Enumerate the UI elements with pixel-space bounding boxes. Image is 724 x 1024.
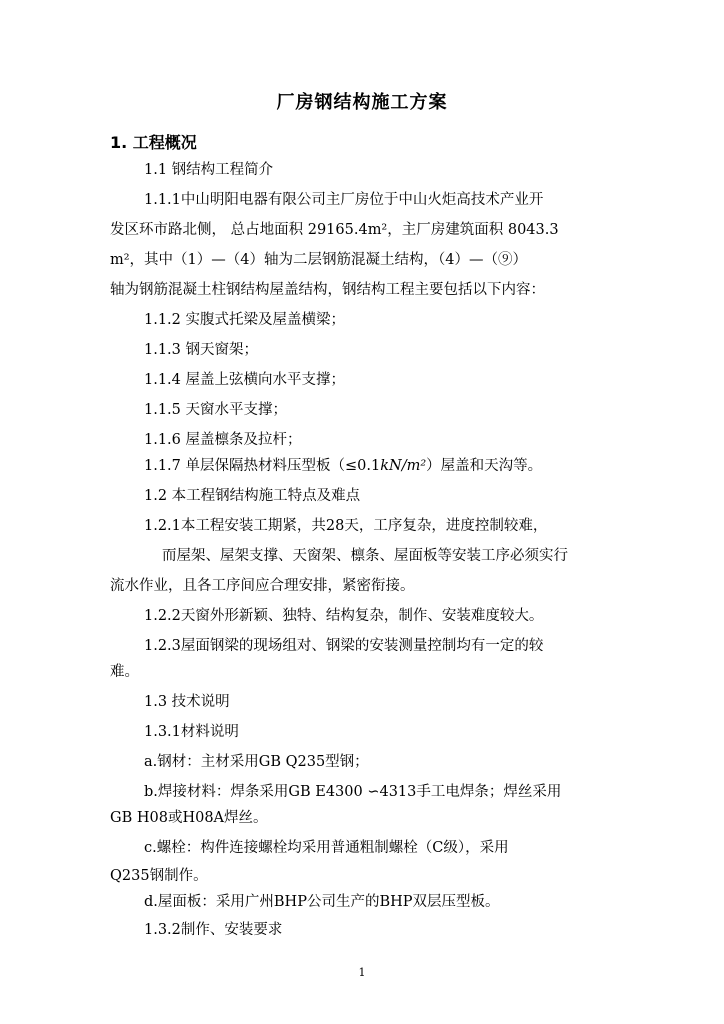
section-heading-1: 1. 工程概况	[110, 133, 197, 152]
paragraph-line: 而屋架、屋架支撑、天窗架、檩条、屋面板等安装工序必须实行	[162, 548, 568, 564]
subsection-1-2: 1.2 本工程钢结构施工特点及难点	[144, 488, 361, 504]
document-title: 厂房钢结构施工方案	[276, 92, 448, 113]
list-item: 1.1.3 钢天窗架；	[144, 342, 259, 358]
paragraph-line: 1.2.2天窗外形新颖、独特、结构复杂，制作、安装难度较大。	[144, 608, 544, 624]
list-item: b.焊接材料：焊条采用GB E4300 ∽4313手工电焊条；焊丝采用	[144, 784, 562, 800]
paragraph-line: 轴为钢筋混凝土柱钢结构屋盖结构，钢结构工程主要包括以下内容：	[110, 282, 545, 298]
paragraph-line: m²，其中（1）—（4）轴为二层钢筋混凝土结构，（4）—（⑨）	[110, 252, 527, 268]
paragraph-line: GB H08或H08A焊丝。	[110, 810, 268, 826]
list-item: 1.1.7 单层保隔热材料压型板（≤0.1kN/m²）屋盖和天沟等。	[144, 458, 543, 474]
paragraph-line: 难。	[110, 664, 139, 680]
paragraph-line: 1.3.1材料说明	[144, 724, 239, 740]
page-number: 1	[358, 966, 366, 979]
list-item: 1.1.4 屋盖上弦横向水平支撑；	[144, 372, 346, 388]
list-item: 1.1.2 实腹式托梁及屋盖横梁；	[144, 312, 346, 328]
paragraph-line: 流水作业，且各工序间应合理安排，紧密衔接。	[110, 578, 415, 594]
list-item: c.螺栓：构件连接螺栓均采用普通粗制螺栓（C级），采用	[144, 840, 509, 856]
paragraph-line: 1.2.1本工程安装工期紧，共28天，工序复杂，进度控制较难，	[144, 518, 548, 534]
subsection-1-1: 1.1 钢结构工程简介	[144, 162, 274, 178]
list-item: d.屋面板：采用广州BHP公司生产的BHP双层压型板。	[144, 894, 500, 910]
paragraph-line: 1.1.1中山明阳电器有限公司主厂房位于中山火炬高技术产业开	[144, 192, 544, 208]
subsection-1-3: 1.3 技术说明	[144, 694, 230, 710]
list-item: 1.1.5 天窗水平支撑；	[144, 402, 288, 418]
paragraph-line: 1.2.3屋面钢梁的现场组对、钢梁的安装测量控制均有一定的较	[144, 638, 544, 654]
paragraph-line: 1.3.2制作、安装要求	[144, 922, 283, 938]
list-item: a.钢材：主材采用GB Q235型钢；	[144, 754, 369, 770]
paragraph-line: 发区环市路北侧， 总占地面积 29165.4m²，主厂房建筑面积 8043.3	[110, 222, 559, 238]
list-item: 1.1.6 屋盖檩条及拉杆；	[144, 432, 302, 448]
paragraph-line: Q235钢制作。	[110, 868, 208, 884]
